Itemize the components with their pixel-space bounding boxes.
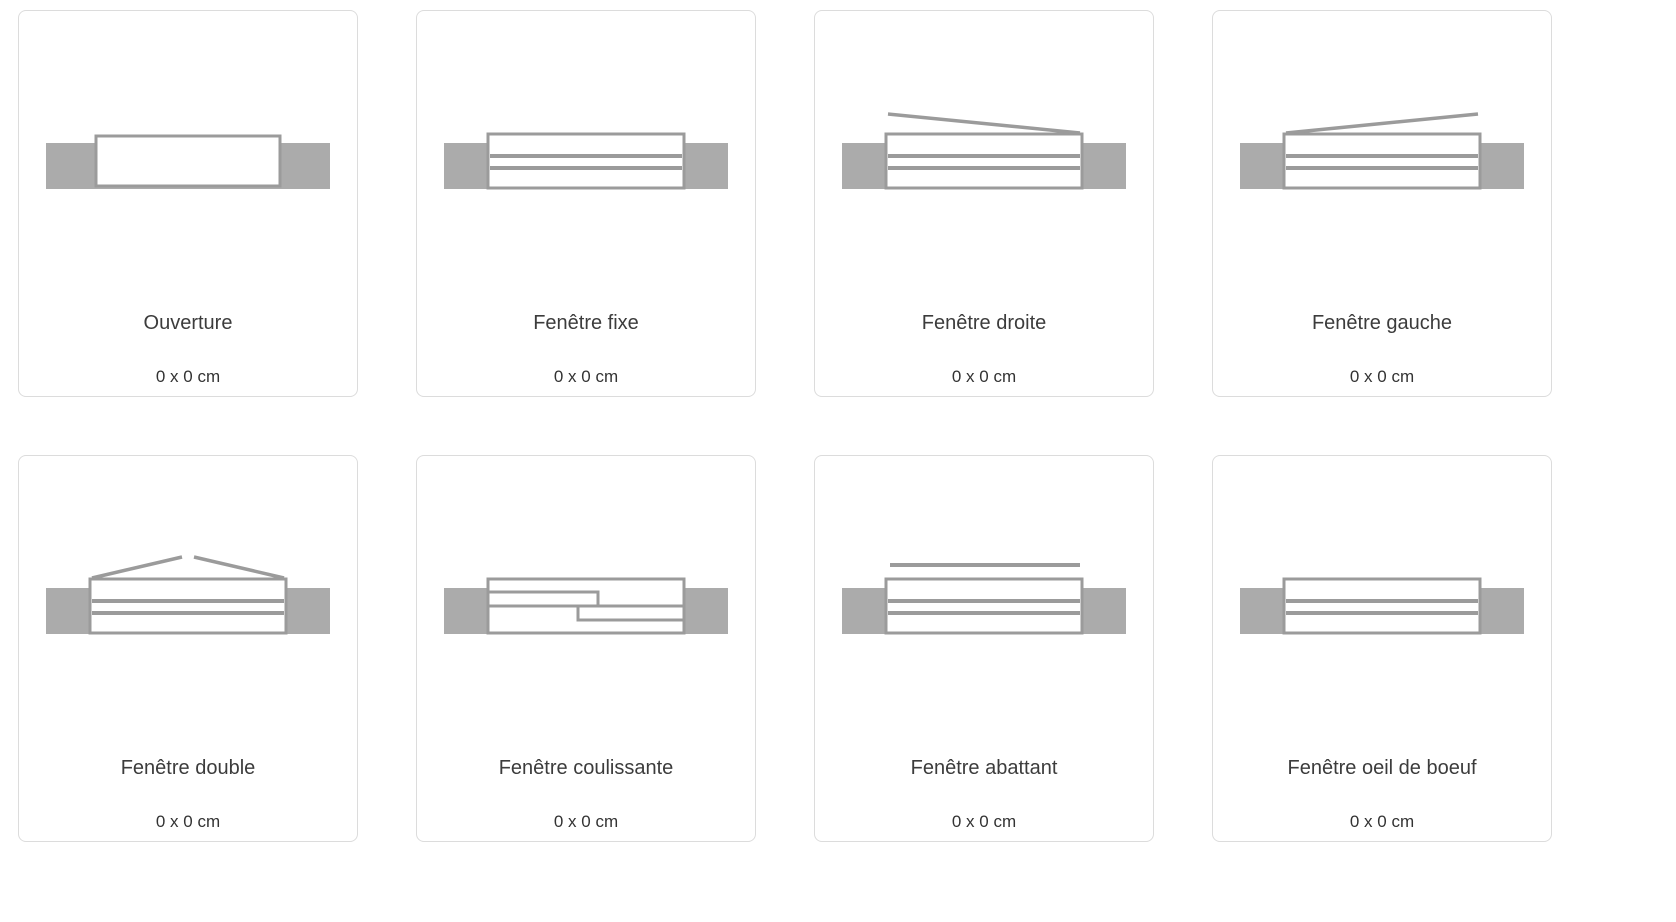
window-type-card-fixe[interactable]	[416, 10, 756, 397]
card-dimensions: 0 x 0 cm	[1349, 812, 1415, 831]
window-type-card-abattant[interactable]	[814, 455, 1154, 842]
gauche-diagram	[1232, 11, 1532, 311]
abattant-diagram	[834, 456, 1134, 756]
droite-diagram	[834, 11, 1134, 311]
abattant-plan-icon	[834, 546, 1134, 666]
card-label: Fenêtre oeil de boeuf	[1287, 757, 1477, 779]
card-dimensions: 0 x 0 cm	[951, 812, 1017, 831]
card-label: Fenêtre coulissante	[498, 757, 674, 779]
card-label: Ouverture	[143, 312, 233, 334]
card-label: Fenêtre double	[120, 757, 256, 779]
card-label: Fenêtre fixe	[533, 312, 639, 334]
card-label: Fenêtre abattant	[910, 757, 1058, 779]
card-dimensions: 0 x 0 cm	[951, 367, 1017, 386]
coulissante-plan-icon	[436, 546, 736, 666]
droite-plan-icon	[834, 101, 1134, 221]
card-dimensions: 0 x 0 cm	[155, 812, 221, 831]
card-label: Fenêtre droite	[921, 312, 1047, 334]
card-dimensions: 0 x 0 cm	[1349, 367, 1415, 386]
fixe-diagram	[436, 11, 736, 311]
double-plan-icon	[38, 546, 338, 666]
card-dimensions: 0 x 0 cm	[553, 812, 619, 831]
window-type-card-double[interactable]	[18, 455, 358, 842]
window-type-card-droite[interactable]	[814, 10, 1154, 397]
window-type-card-gauche[interactable]	[1212, 10, 1552, 397]
gauche-plan-icon	[1232, 101, 1532, 221]
double-diagram	[38, 456, 338, 756]
oeil-de-boeuf-diagram	[1232, 456, 1532, 756]
card-dimensions: 0 x 0 cm	[155, 367, 221, 386]
oeil-de-boeuf-plan-icon	[1232, 546, 1532, 666]
ouverture-diagram	[38, 11, 338, 311]
fixe-plan-icon	[436, 101, 736, 221]
window-type-card-ouverture[interactable]	[18, 10, 358, 397]
card-label: Fenêtre gauche	[1311, 312, 1453, 334]
card-dimensions: 0 x 0 cm	[553, 367, 619, 386]
coulissante-diagram	[436, 456, 736, 756]
window-type-card-oeil-de-boeuf[interactable]	[1212, 455, 1552, 842]
window-type-card-coulissante[interactable]	[416, 455, 756, 842]
ouverture-plan-icon	[38, 101, 338, 221]
